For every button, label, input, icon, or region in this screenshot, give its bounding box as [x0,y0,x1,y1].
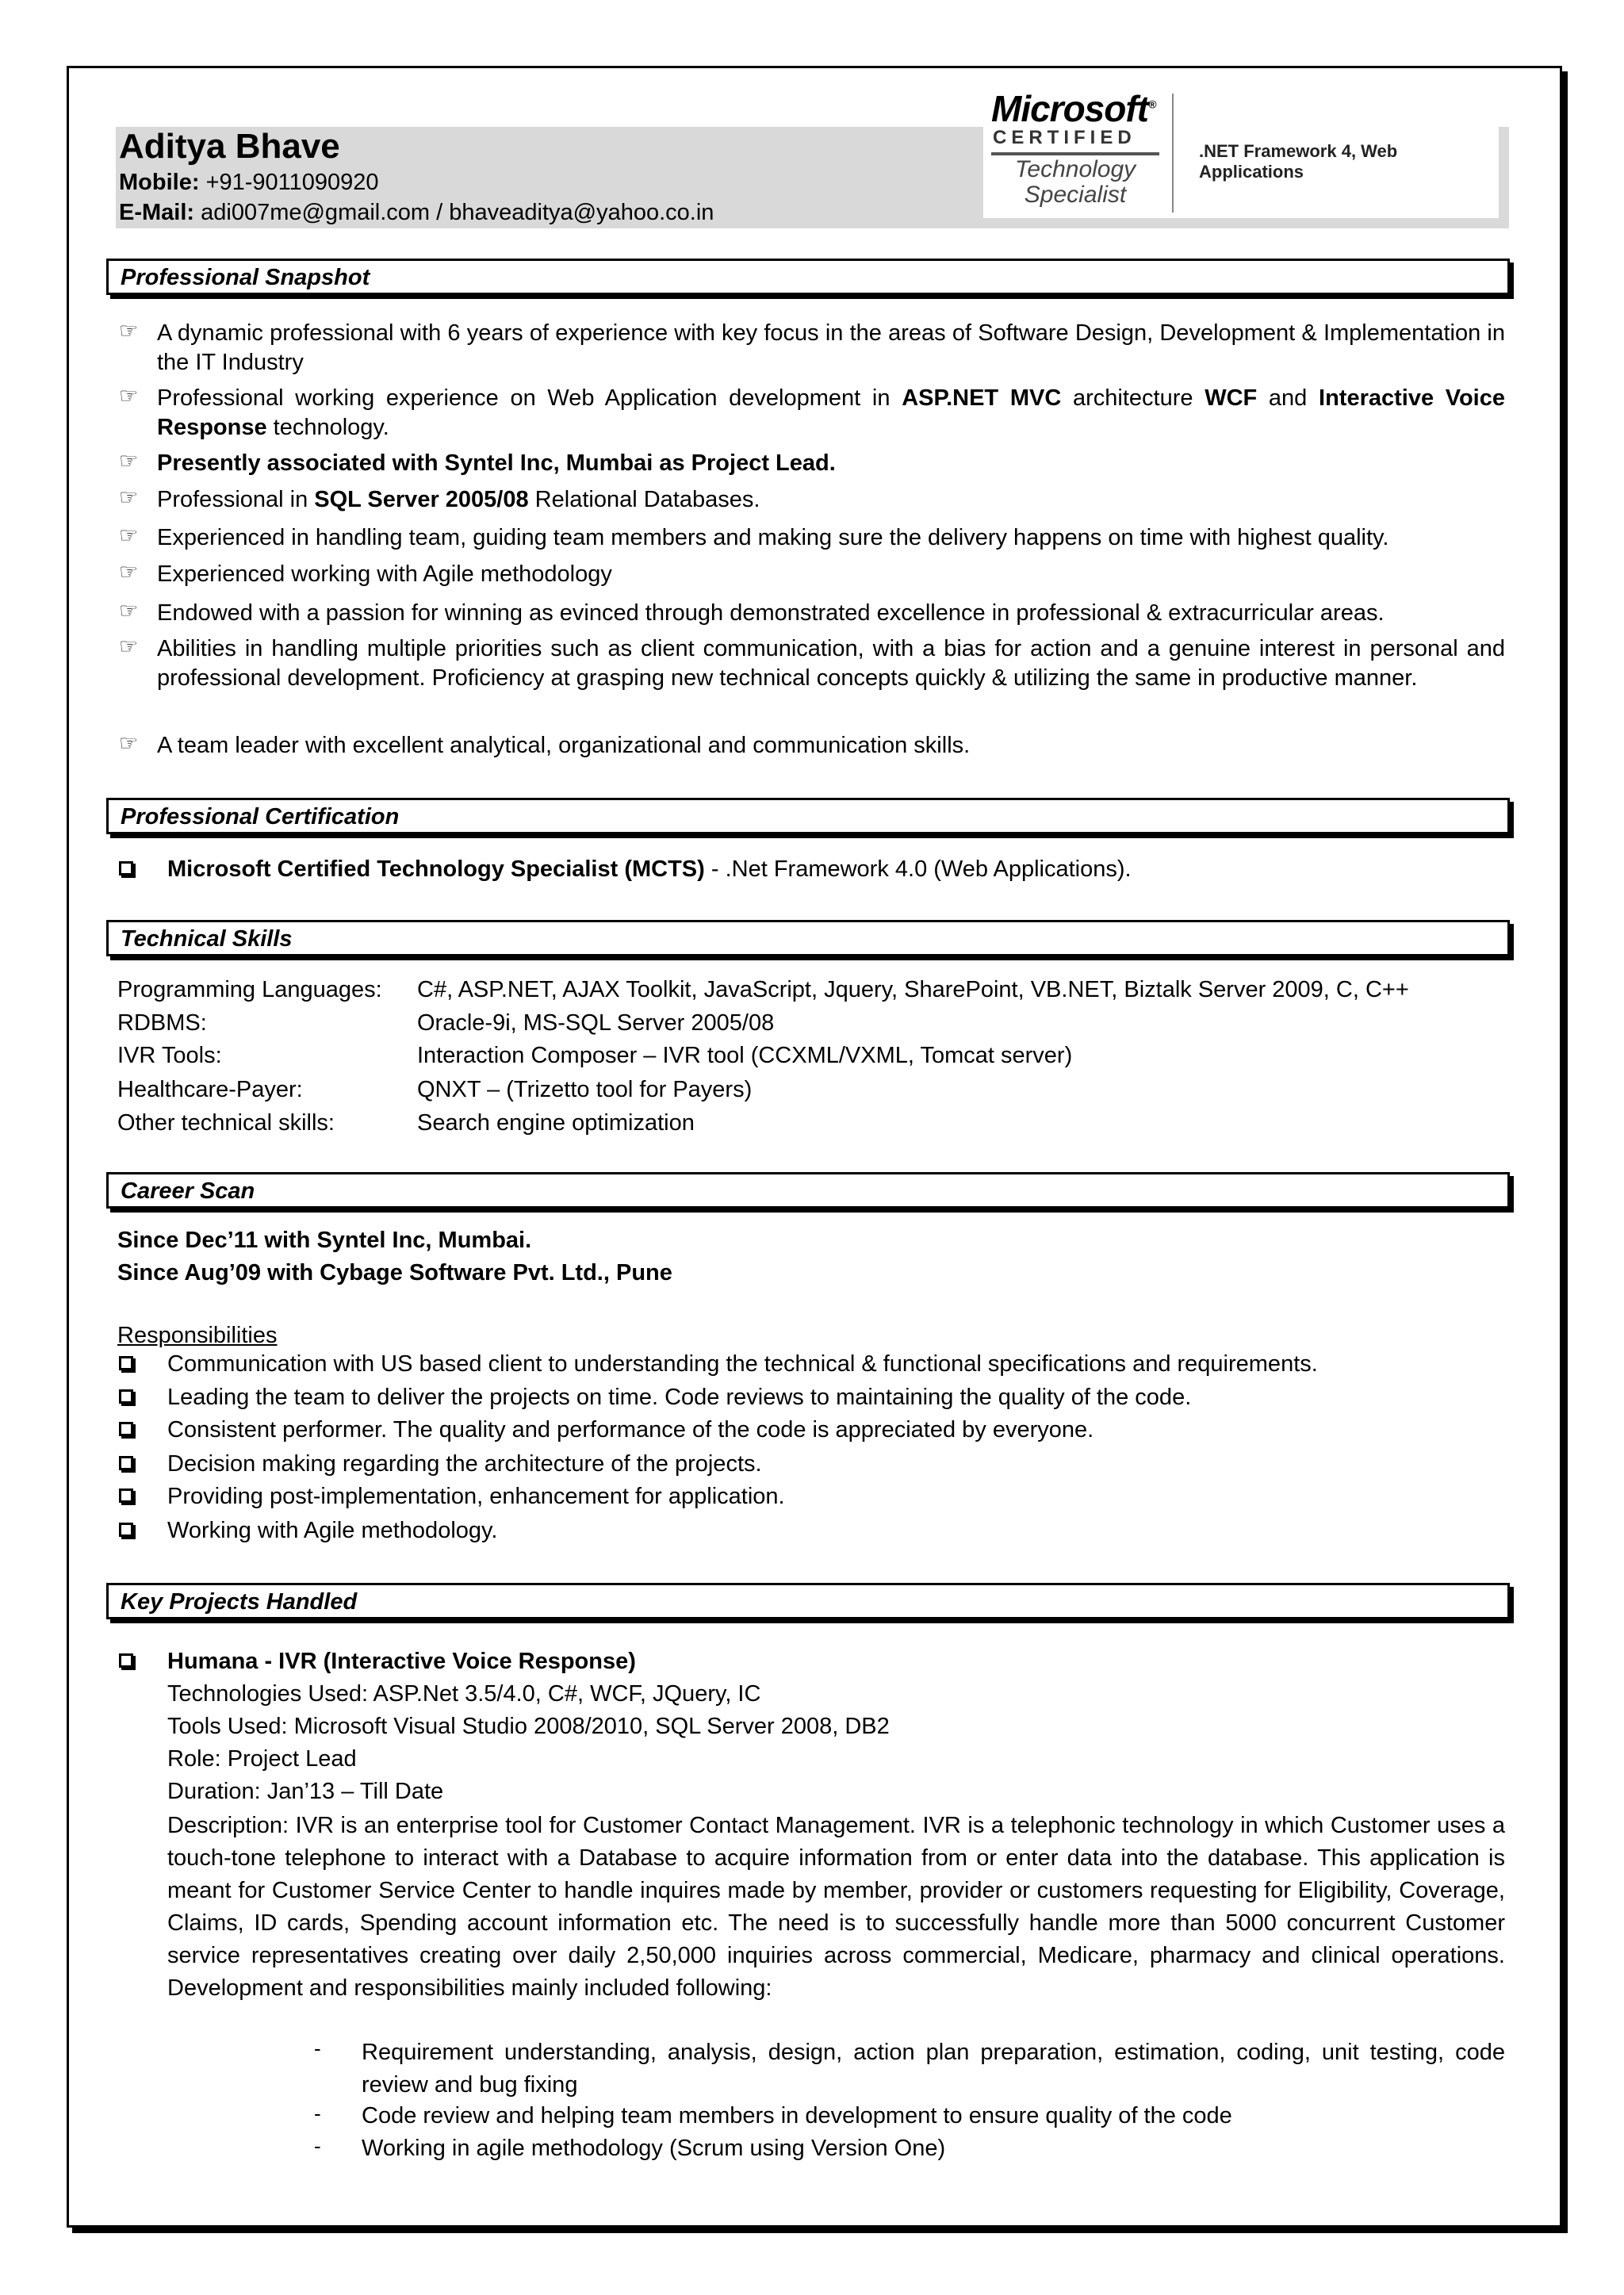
snapshot-bullet: Presently associated with Syntel Inc, Mumbai as Project Lead. [157,450,836,476]
project-tools: Tools Used: Microsoft Visual Studio 2008/2010, SQL Server 2008, DB2 [167,1714,890,1739]
checkbox-bullet-icon [119,1653,133,1668]
checkbox-bullet-icon [119,1456,133,1470]
responsibility-item: Leading the team to deliver the projects on time. Code reviews to maintaining the quality of the code. [167,1385,1192,1410]
email-address: adi007me@gmail.com / bhaveaditya@yahoo.co.in [201,200,714,225]
candidate-name: Aditya Bhave [119,127,340,166]
mobile-label: Mobile: [119,170,200,195]
dash-bullet-icon: - [314,2036,321,2060]
pointing-hand-icon: ☞ [119,560,139,584]
checkbox-bullet-icon [119,1422,133,1436]
pointing-hand-icon: ☞ [119,384,139,408]
checkbox-bullet-icon [119,1488,133,1503]
responsibility-item: Decision making regarding the architecture of the projects. [167,1451,762,1477]
framework-label: .NET Framework 4, Web Applications [1199,141,1398,182]
skill-value: C#, ASP.NET, AJAX Toolkit, JavaScript, Jquery, SharePoint, VB.NET, Biztalk Server 2009, C, C++ [417,977,1409,1002]
skill-value: Interaction Composer – IVR tool (CCXML/VXML, Tomcat server) [417,1043,1073,1068]
pointing-hand-icon: ☞ [119,634,139,658]
project-point: Code review and helping team members in development to ensure quality of the code [362,2103,1232,2128]
responsibility-item: Communication with US based client to understanding the technical & functional specifications and requirements. [167,1351,1318,1377]
responsibility-item: Working with Agile methodology. [167,1518,498,1543]
dash-bullet-icon: - [314,2102,321,2125]
pointing-hand-icon: ☞ [119,449,139,473]
project-description: Description: IVR is an enterprise tool for Customer Contact Management. IVR is a telephonic technology in which Customer uses a touch-tone telephone to interact with a Database to acquire information from or enter data into the database. This application is meant for Customer Service Center to handle inquires made by member, provider or customers requesting for Eligibility, Coverage, Claims, ID cards, Spending account information etc. The need is to successfully handle more than 5000 concurrent Customer service representatives creating over daily 2,50,000 inquiries across commercial, Medicare, pharmacy and clinical operations. Development and responsibilities mainly included following: [167,1813,1505,2001]
responsibility-item: Consistent performer. The quality and performance of the code is appreciated by everyone. [167,1417,1094,1443]
checkbox-bullet-icon [119,1523,133,1537]
project-title: Humana - IVR (Interactive Voice Response) [167,1649,636,1674]
snapshot-bullet: Professional working experience on Web Application development in ASP.NET MVC architecture WCF and Interactive Voice Response technology. [157,385,1505,440]
pointing-hand-icon: ☞ [119,731,139,755]
email-label: E-Mail: [119,200,195,225]
project-duration: Duration: Jan’13 – Till Date [167,1779,444,1804]
section-professional-certification: Professional Certification [106,798,1510,834]
pointing-hand-icon: ☞ [119,599,139,623]
snapshot-bullet: A team leader with excellent analytical, organizational and communication skills. [157,733,971,758]
mobile-number: +91-9011090920 [205,170,379,195]
skill-label: Other technical skills: [117,1110,335,1136]
skill-value: Search engine optimization [417,1110,695,1136]
technology-specialist-label: Technology Specialist [1014,156,1136,208]
skill-label: RDBMS: [117,1010,207,1036]
certified-label: CERTIFIED [993,127,1136,148]
email-line [119,200,714,226]
project-technologies: Technologies Used: ASP.Net 3.5/4.0, C#, WCF, JQuery, IC [167,1681,761,1707]
skill-label: Programming Languages: [117,977,382,1002]
project-point: Working in agile methodology (Scrum using Version One) [362,2136,946,2161]
checkbox-bullet-icon [119,1389,133,1404]
certification-item: Microsoft Certified Technology Specialist (MCTS) - .Net Framework 4.0 (Web Applications). [167,856,1132,882]
snapshot-bullet: Experienced in handling team, guiding team members and making sure the delivery happens on time with highest quality. [157,525,1389,550]
section-professional-snapshot: Professional Snapshot [106,259,1510,295]
skill-value: QNXT – (Trizetto tool for Payers) [417,1077,753,1102]
skill-label: IVR Tools: [117,1043,222,1068]
responsibilities-heading: Responsibilities [117,1323,278,1348]
skill-value: Oracle-9i, MS-SQL Server 2005/08 [417,1010,775,1036]
section-career-scan: Career Scan [106,1172,1510,1209]
mobile-line [119,170,379,196]
snapshot-bullet: Professional in SQL Server 2005/08 Relational Databases. [157,487,760,512]
snapshot-bullet: Experienced working with Agile methodology [157,561,612,587]
project-point: Requirement understanding, analysis, design, action plan preparation, estimation, coding, unit testing, code review and bug fixing [362,2040,1505,2098]
skill-label: Healthcare-Payer: [117,1077,303,1102]
responsibility-item: Providing post-implementation, enhancement for application. [167,1484,785,1509]
microsoft-certification-logo [983,87,1499,218]
career-job: Since Dec’11 with Syntel Inc, Mumbai. [117,1228,532,1253]
snapshot-bullet: A dynamic professional with 6 years of experience with key focus in the areas of Software Design, Development & Implementation in the IT Industry [157,320,1505,375]
pointing-hand-icon: ☞ [119,523,139,547]
snapshot-bullet: Endowed with a passion for winning as evinced through demonstrated excellence in professional & extracurricular areas. [157,600,1385,626]
section-key-projects: Key Projects Handled [106,1583,1510,1619]
dash-bullet-icon: - [314,2134,321,2158]
pointing-hand-icon: ☞ [119,319,139,343]
pointing-hand-icon: ☞ [119,485,139,509]
checkbox-bullet-icon [119,861,133,875]
snapshot-bullet: Abilities in handling multiple priorities such as client communication, with a bias for action and a genuine interest in personal and professional development. Proficiency at grasping new technical concepts quickly & utilizing the same in productive manner. [157,636,1505,691]
project-role: Role: Project Lead [167,1746,357,1772]
section-technical-skills: Technical Skills [106,920,1510,956]
checkbox-bullet-icon [119,1356,133,1370]
microsoft-wordmark: Microsoft® [991,88,1156,129]
career-job: Since Aug’09 with Cybage Software Pvt. Ltd., Pune [117,1260,672,1285]
